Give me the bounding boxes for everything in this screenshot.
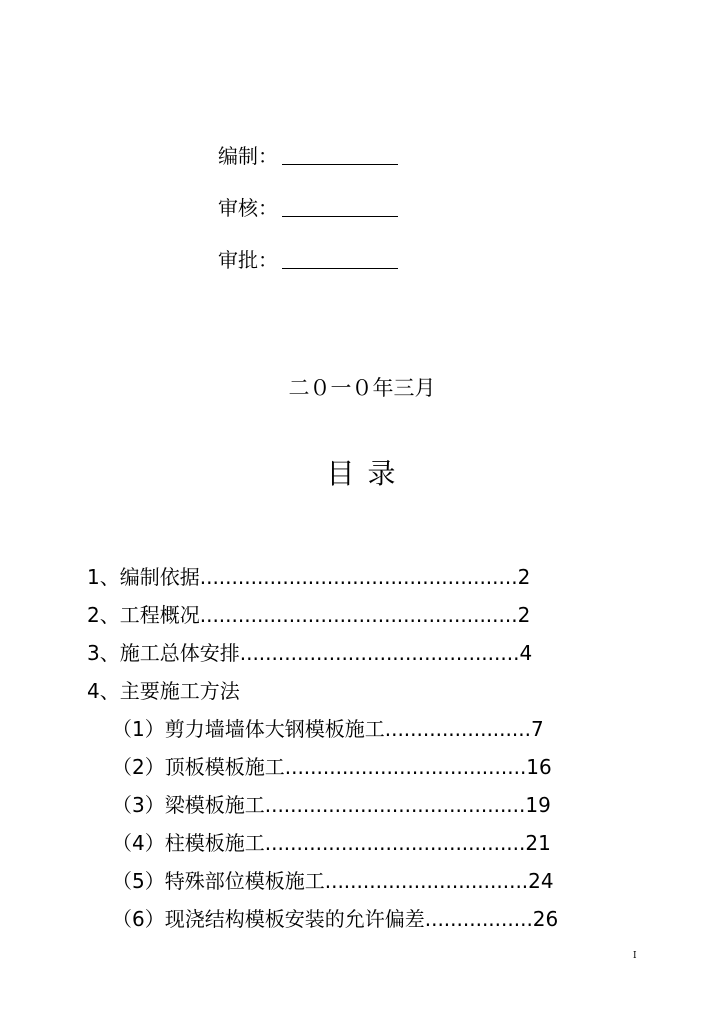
sig-label: 编制：: [218, 144, 278, 168]
sig-blank-line: [282, 246, 398, 269]
sig-label: 审核：: [218, 196, 278, 220]
toc-item: 4、主要施工方法: [87, 679, 240, 703]
toc-subitem: （2）顶板模板施工......................................16: [112, 755, 552, 779]
page-number: I: [633, 951, 637, 961]
sig-blank-line: [282, 142, 398, 165]
toc-subitem: （5）特殊部位模板施工................................24: [112, 869, 554, 893]
document-date: 二０一０年三月: [288, 376, 436, 400]
toc-item: 3、施工总体安排............................................4: [87, 641, 533, 665]
toc-item: 1、编制依据..................................................2: [87, 565, 531, 589]
toc-subitem: （1）剪力墙墙体大钢模板施工.......................7: [112, 717, 544, 741]
toc-title: 目 录: [326, 457, 398, 490]
sig-blank-line: [282, 194, 398, 217]
sig-label: 审批：: [218, 248, 278, 272]
toc-item: 2、工程概况..................................................2: [87, 603, 531, 627]
sig-row-compile: [218, 142, 398, 170]
sig-row-approve: [218, 246, 398, 274]
sig-row-review: [218, 194, 398, 222]
toc-subitem: （3）梁模板施工.........................................19: [112, 793, 551, 817]
toc-subitem: （6）现浇结构模板安装的允许偏差.................26: [112, 907, 559, 931]
toc-subitem: （4）柱模板施工.........................................21: [112, 831, 551, 855]
